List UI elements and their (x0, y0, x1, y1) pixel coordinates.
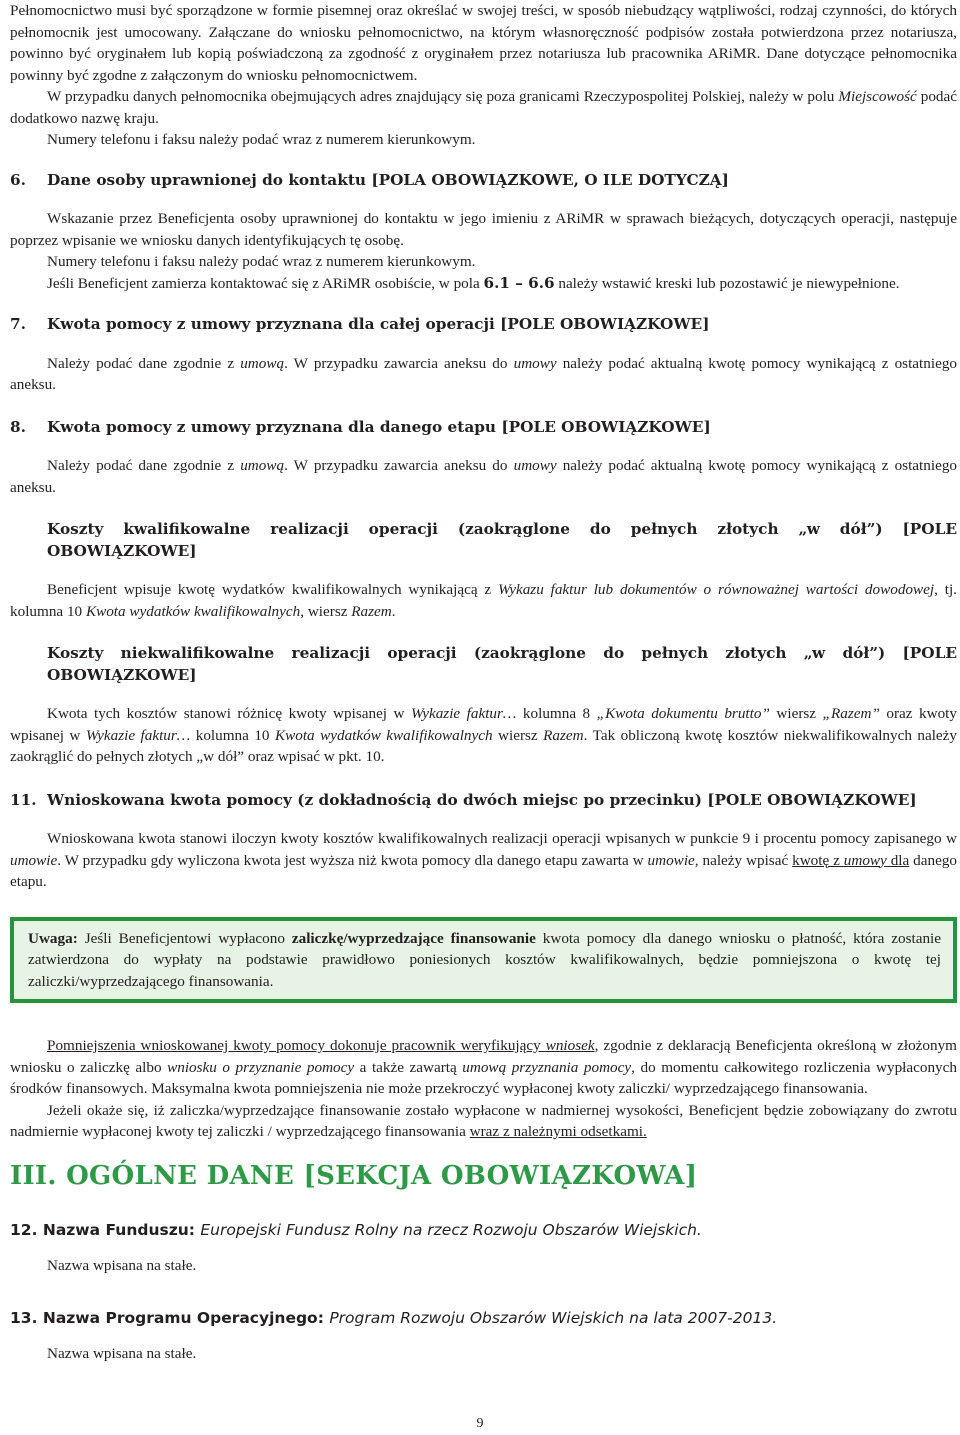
text: a także zawartą (354, 1058, 463, 1076)
page-number: 9 (476, 1416, 484, 1431)
text: Beneficjent wpisuje kwotę wydatków kwalifikowalnych wynikającą z (47, 581, 498, 598)
section-9-heading (10, 519, 957, 562)
text: , zgodnie z deklaracją Beneficjenta określoną w złożonym wniosku o zaliczkę albo (10, 1037, 957, 1076)
text-italic: umowy (513, 354, 557, 372)
text: . W przypadku gdy wyliczona kwota jest wyższa niż kwota pomocy dla danego etapu zawarta w (57, 851, 648, 869)
section-10 (10, 643, 957, 768)
text-italic: Wykazie faktur… (410, 705, 517, 722)
text: danego etapu. (10, 851, 958, 890)
section-iii-heading: III. OGÓLNE DANE [SEKCJA OBOWIĄZKOWA] (10, 1160, 698, 1191)
section-title: Kwota pomocy z umowy przyznana dla danego etapu [POLE OBOWIĄZKOWE] (47, 417, 711, 436)
text-italic: umowy (843, 851, 887, 869)
reduction-paragraph (10, 1035, 957, 1100)
field-label: 12. Nazwa Funduszu: (10, 1220, 195, 1239)
field-13-heading (10, 1307, 957, 1329)
text-italic: „Kwota dokumentu brutto” (596, 705, 770, 722)
text-italic: Razem (351, 602, 392, 620)
section-title: Koszty kwalifikowalne realizacji operacji (zaokrąglone do pełnych złotych „w dół”) [POLE OBOWIĄZKOWE] (47, 520, 957, 560)
underlined-text: wraz z należnymi odsetkami. (469, 1123, 647, 1140)
text: . W przypadku zawarcia aneksu do (284, 354, 514, 372)
intro-paragraph-phone: Numery telefonu i faksu należy podać wraz z numerem kierunkowym. (47, 131, 476, 148)
text-italic: umowie (10, 851, 58, 869)
text: , wiersz (300, 602, 352, 620)
section-6 (10, 170, 957, 295)
section-9-paragraph (10, 579, 957, 622)
text-italic: Razem (543, 726, 584, 744)
text-italic: Wykazu faktur lub dokumentów o równoważnej wartości dowodowej (497, 581, 935, 598)
text: . (391, 602, 396, 620)
section-number: 7. (10, 315, 26, 333)
text-italic: wniosku o przyznanie pomocy (167, 1058, 355, 1076)
note-label: Uwaga: (28, 929, 78, 947)
text-italic: umową (240, 457, 285, 474)
intro-paragraph-foreign-address (10, 86, 957, 129)
text: Jeśli Beneficjentowi wypłacono (77, 929, 292, 947)
text: dla (886, 851, 910, 869)
text: Jeżeli okaże się, iż zaliczka/wyprzedzające finansowanie zostało wypłacone w nadmiernej wysokości, Beneficjent będzie zobowiązany do zwrotu nadmiernie wypłaconej kwoty tej zaliczki / wyprzedzającego finansowania (10, 1101, 957, 1140)
section-7 (10, 314, 957, 396)
text: podać dodatkowo nazwę kraju. (10, 88, 957, 127)
field-12-note: Nazwa wpisana na stałe. (47, 1256, 197, 1274)
section-number: 6. (10, 170, 26, 189)
text: Wnioskowana kwota stanowi iloczyn kwoty kosztów kwalifikowalnych realizacji operacji wpisanych w punkcie 9 i procentu pomocy zapisanego w (47, 830, 957, 847)
text-italic: umową (240, 354, 285, 372)
text: wiersz (769, 705, 823, 722)
section-8-paragraph (10, 455, 957, 498)
section-9 (10, 519, 957, 622)
refund-paragraph (10, 1100, 957, 1143)
section-11 (10, 790, 957, 893)
text-italic: umową przyznania pomocy (462, 1058, 632, 1076)
text-italic: Kwota wydatków kwalifikowalnych (85, 602, 301, 620)
section-10-heading (10, 643, 957, 686)
section-6-paragraph: Numery telefonu i faksu należy podać wraz z numerem kierunkowym. (47, 253, 476, 270)
section-title: Dane osoby uprawnionej do kontaktu [POLA OBOWIĄZKOWE, O ILE DOTYCZĄ] (47, 170, 729, 189)
document-page (10, 0, 957, 1365)
text-italic: Wykazie faktur… (85, 726, 191, 744)
field-12-heading (10, 1219, 957, 1241)
section-7-paragraph (10, 353, 957, 396)
text: Kwota tych kosztów stanowi różnicę kwoty wpisanej w (47, 705, 411, 722)
underlined-text (47, 1037, 595, 1054)
text: należy podać aktualną kwotę pomocy wynikającą z ostatniego aneksu. (10, 457, 958, 496)
underlined-text (792, 852, 909, 869)
text: kolumna 10 (190, 726, 275, 744)
text-italic: Kwota wydatków kwalifikowalnych (274, 726, 493, 744)
text: wiersz (492, 726, 544, 744)
section-8 (10, 417, 957, 499)
section-title: Koszty niekwalifikowalne realizacji operacji (zaokrąglone do pełnych złotych „w dół”) [POLE OBOWIĄZKOWE] (47, 644, 957, 684)
section-10-paragraph (10, 703, 957, 768)
text-italic: „Razem” (822, 705, 880, 722)
section-11-paragraph (10, 828, 957, 893)
text-italic: umowie (647, 851, 695, 869)
text: należy wstawić kreski lub pozostawić je niewypełnione. (554, 274, 900, 292)
text: Należy podać dane zgodnie z (47, 354, 241, 372)
section-number (10, 519, 47, 541)
text: . Tak obliczoną kwotę kosztów niekwalifikowalnych należy zaokrąglić do pełnych złotych „w dół” oraz wpisać w pkt. 10. (10, 726, 958, 765)
text: Jeśli Beneficjent zamierza kontaktować się z ARiMR osobiście, w pola (47, 274, 484, 292)
section-title: Kwota pomocy z umowy przyznana dla całej operacji [POLE OBOWIĄZKOWE] (47, 315, 710, 333)
text-italic: umowy (513, 457, 557, 474)
warning-note-text (28, 928, 941, 993)
text: , do momentu całkowitego rozliczenia wypłaconych środków finansowych. Maksymalna kwota pomniejszenia nie może przekroczyć wypłaconej kwoty zaliczki/ wyprzedzającego finansowania. (10, 1058, 957, 1097)
section-number: 11. (10, 790, 37, 809)
warning-note-box (10, 917, 957, 1004)
section-6-paragraph (10, 273, 957, 295)
text: kwota pomocy dla danego wniosku o płatność, która zostanie zatwierdzona do wypłaty na podstawie prawidłowo poniesionych kosztów kwalifikowalnych, będzie pomniejszona o kwotę tej zaliczki/wyprzedzającego finansowania. (28, 929, 941, 990)
field-value: Europejski Fundusz Rolny na rzecz Rozwoju Obszarów Wiejskich. (200, 1220, 702, 1239)
text: oraz kwoty wpisanej w (10, 705, 957, 744)
section-title: Wnioskowana kwota pomocy (z dokładnością do dwóch miejsc po przecinku) [POLE OBOWIĄZKOWE] (47, 790, 917, 809)
text: W przypadku danych pełnomocnika obejmujących adres znajdujący się poza granicami Rzeczypospolitej Polskiej, należy w polu (47, 88, 839, 105)
text-italic: wniosek (545, 1037, 595, 1054)
text: Należy podać dane zgodnie z (47, 457, 241, 474)
section-7-heading (10, 314, 957, 336)
field-range: 6.1 – 6.6 (483, 273, 555, 292)
intro-paragraph: Pełnomocnictwo musi być sporządzone w formie pisemnej oraz określać w swojej treści, w sposób niebudzący wątpliwości, rodzaj czynności, do których pełnomocnik jest umocowany. Załączane do wniosku pełnomocnictwo, na którym własnoręczność podpisów została potwierdzona przez notariusza, powinno być oryginałem lub kopią poświadczoną za zgodność z oryginałem przez notariusza lub pracownika ARiMR. Dane dotyczące pełnomocnika powinny być zgodne z załączonym do wniosku pełnomocnictwem. (10, 2, 957, 84)
section-8-heading (10, 417, 957, 439)
text: , tj. kolumna 10 (10, 581, 957, 620)
text-bold: zaliczkę/wyprzedzające finansowanie (291, 929, 536, 947)
section-11-heading (10, 790, 957, 812)
field-name: Miejscowość (838, 88, 917, 105)
text: , należy wpisać (694, 851, 793, 869)
section-number: 8. (10, 417, 26, 436)
section-6-heading (10, 170, 957, 192)
field-value: Program Rozwoju Obszarów Wiejskich na lata 2007-2013. (329, 1309, 778, 1327)
text: kwotę z (792, 851, 844, 869)
field-label: 13. Nazwa Programu Operacyjnego: (10, 1309, 324, 1327)
field-13-note: Nazwa wpisana na stałe. (47, 1345, 197, 1362)
section-number (10, 643, 47, 665)
text: Pomniejszenia wnioskowanej kwoty pomocy dokonuje pracownik weryfikujący (47, 1037, 546, 1054)
text: kolumna 8 (516, 705, 597, 722)
text: . W przypadku zawarcia aneksu do (284, 457, 514, 474)
text: należy podać aktualną kwotę pomocy wynikającą z ostatniego aneksu. (10, 354, 958, 393)
section-6-paragraph: Wskazanie przez Beneficjenta osoby uprawnionej do kontaktu w jego imieniu z ARiMR w sprawach bieżących, dotyczących operacji, następuje poprzez wpisanie we wniosku danych identyfikujących tę osobę. (10, 210, 957, 249)
